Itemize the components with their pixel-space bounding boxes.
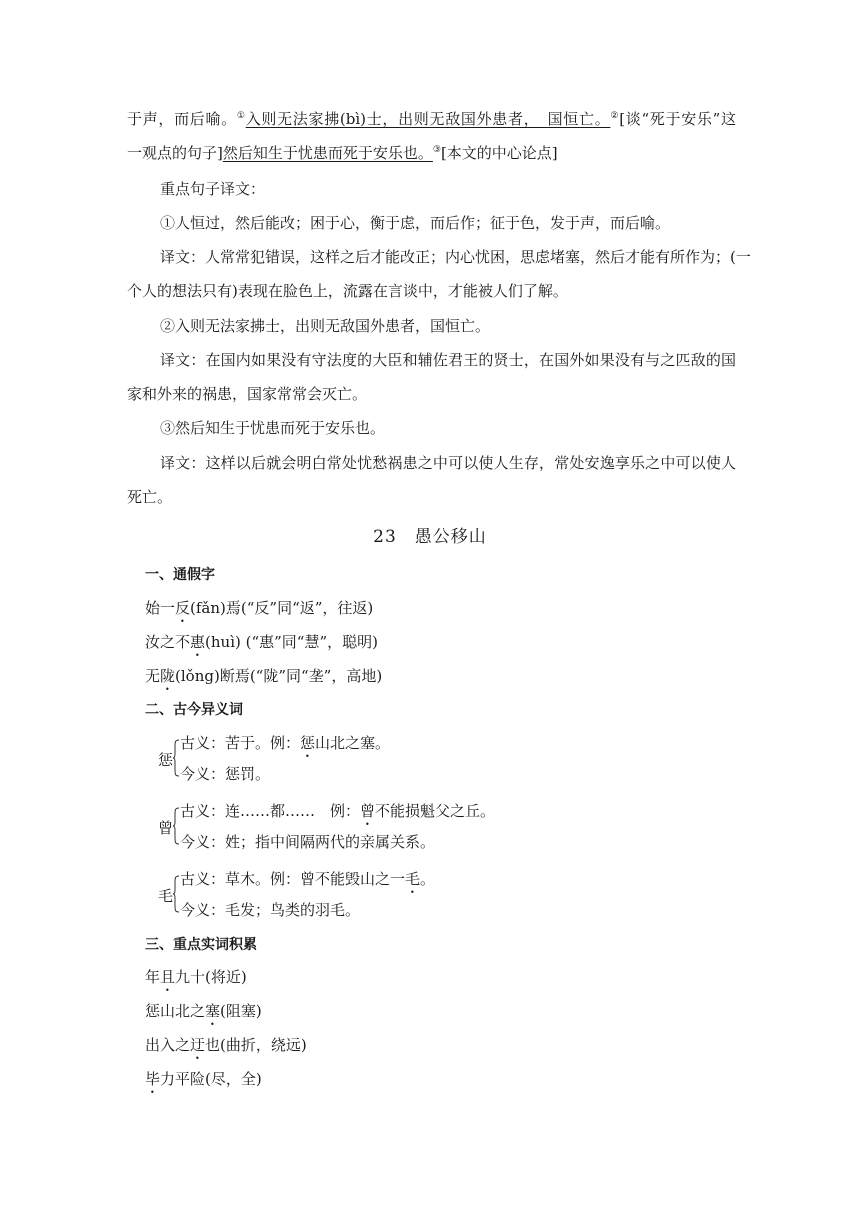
dotted-char: 惠 [190, 633, 206, 651]
passage-note: [谈“死于安乐”这 [619, 110, 736, 128]
sentence-1: ①人恒过，然后能改；困于心，衡于虑，而后作；征于色，发于声，而后喻。 [160, 214, 671, 232]
sentence-3: ③然后知生于忧患而死于安乐也。 [160, 419, 386, 437]
underlined-sentence: 然后知生于忧患而死于安乐也。 [222, 144, 433, 162]
translation-2-line-1: 译文：在国内如果没有守法度的大臣和辅佐君王的贤士，在国外如果没有与之匹敌的国 [160, 351, 736, 369]
item-text: 力平险(尽，全) [160, 1070, 262, 1088]
passage-note: 一观点的句子] [127, 144, 223, 162]
item-text: 也(曲折，绕远) [205, 1036, 307, 1054]
item-text: 九十(将近) [175, 968, 247, 986]
passage-line-2 [127, 143, 558, 163]
section-2-heading: 二、古今异义词 [145, 702, 243, 718]
dotted-char: 惩 [300, 734, 316, 752]
jin-meaning: 今义：姓；指中间隔两代的亲属关系。 [180, 833, 436, 851]
list-item [145, 632, 378, 660]
dotted-char: 迂 [190, 1036, 206, 1054]
item-text: 无 [145, 667, 161, 685]
meaning-text: 古义：草木。例：曾不能毁山之一 [180, 870, 406, 888]
passage-text: 于声，而后喻。 [127, 110, 237, 128]
list-item [145, 1001, 262, 1029]
jin-meaning: 今义：惩罚。 [180, 765, 271, 783]
section-1-heading: 一、通假字 [145, 567, 215, 583]
item-text: 始一 [145, 599, 176, 617]
list-item [145, 967, 247, 995]
brace-icon [172, 875, 180, 913]
item-text: 出入之 [145, 1036, 191, 1054]
dotted-char: 毛 [405, 870, 421, 888]
dotted-char: 且 [160, 968, 176, 986]
word-char: 惩 [158, 751, 174, 769]
item-text: 年 [145, 968, 161, 986]
dotted-char: 塞 [205, 1002, 221, 1020]
word-char: 曾 [158, 819, 174, 837]
list-item [145, 1069, 262, 1097]
item-text: 惩山北之 [145, 1002, 206, 1020]
item-text: (fǎn)焉(“反”同“返”，往返) [190, 599, 374, 617]
passage-line-1 [127, 109, 736, 129]
dotted-char: 反 [175, 599, 191, 617]
lesson-title: 23 愚公移山 [373, 527, 487, 547]
item-text: (阻塞) [220, 1002, 262, 1020]
gu-meaning [180, 801, 495, 829]
meaning-text: 不能损魁父之丘。 [375, 802, 496, 820]
translation-3-line-2: 死亡。 [127, 488, 173, 506]
meaning-text: 。 [420, 870, 436, 888]
gu-meaning [180, 869, 435, 897]
jin-meaning: 今义：毛发；鸟类的羽毛。 [180, 901, 361, 919]
brace-icon [172, 807, 180, 845]
dotted-char: 毕 [145, 1070, 161, 1088]
passage-note: [本文的中心论点] [440, 144, 558, 162]
sentence-2: ②入则无法家拂士，出则无敌国外患者，国恒亡。 [160, 317, 491, 335]
section-3-heading: 三、重点实词积累 [145, 937, 257, 953]
list-item [145, 598, 373, 626]
translation-3-line-1: 译文：这样以后就会明白常处忧愁祸患之中可以使人生存，常处安逸享乐之中可以使人 [160, 454, 736, 472]
key-sentences-heading: 重点句子译文： [160, 180, 266, 198]
dotted-char: 曾 [360, 802, 376, 820]
meaning-text: 古义：连……都…… 例： [180, 802, 361, 820]
dotted-char: 陇 [160, 667, 176, 685]
gu-meaning [180, 733, 390, 761]
word-char: 毛 [158, 887, 174, 905]
footnote-marker: ③ [432, 145, 441, 155]
underlined-sentence: 入则无法家拂(bì)士，出则无敌国外患者， 国恒亡。 [245, 110, 611, 128]
footnote-marker: ② [610, 111, 620, 121]
footnote-marker: ① [236, 111, 246, 121]
translation-1-line-1: 译文：人常常犯错误，这样之后才能改正；内心忧困，思虑堵塞，然后才能有所作为；(一 [160, 248, 751, 266]
item-text: (huì) (“惠”同“慧”，聪明) [205, 633, 379, 651]
item-text: (lǒng)断焉(“陇”同“垄”，高地) [175, 667, 383, 685]
meaning-text: 古义：苦于。例： [180, 734, 301, 752]
item-text: 汝之不 [145, 633, 191, 651]
translation-1-line-2: 个人的想法只有)表现在脸色上，流露在言谈中，才能被人们了解。 [127, 282, 568, 300]
brace-icon [172, 739, 180, 777]
meaning-text: 山北之塞。 [315, 734, 391, 752]
list-item [145, 666, 382, 694]
translation-2-line-2: 家和外来的祸患，国家常常会灭亡。 [127, 385, 368, 403]
list-item [145, 1035, 307, 1063]
